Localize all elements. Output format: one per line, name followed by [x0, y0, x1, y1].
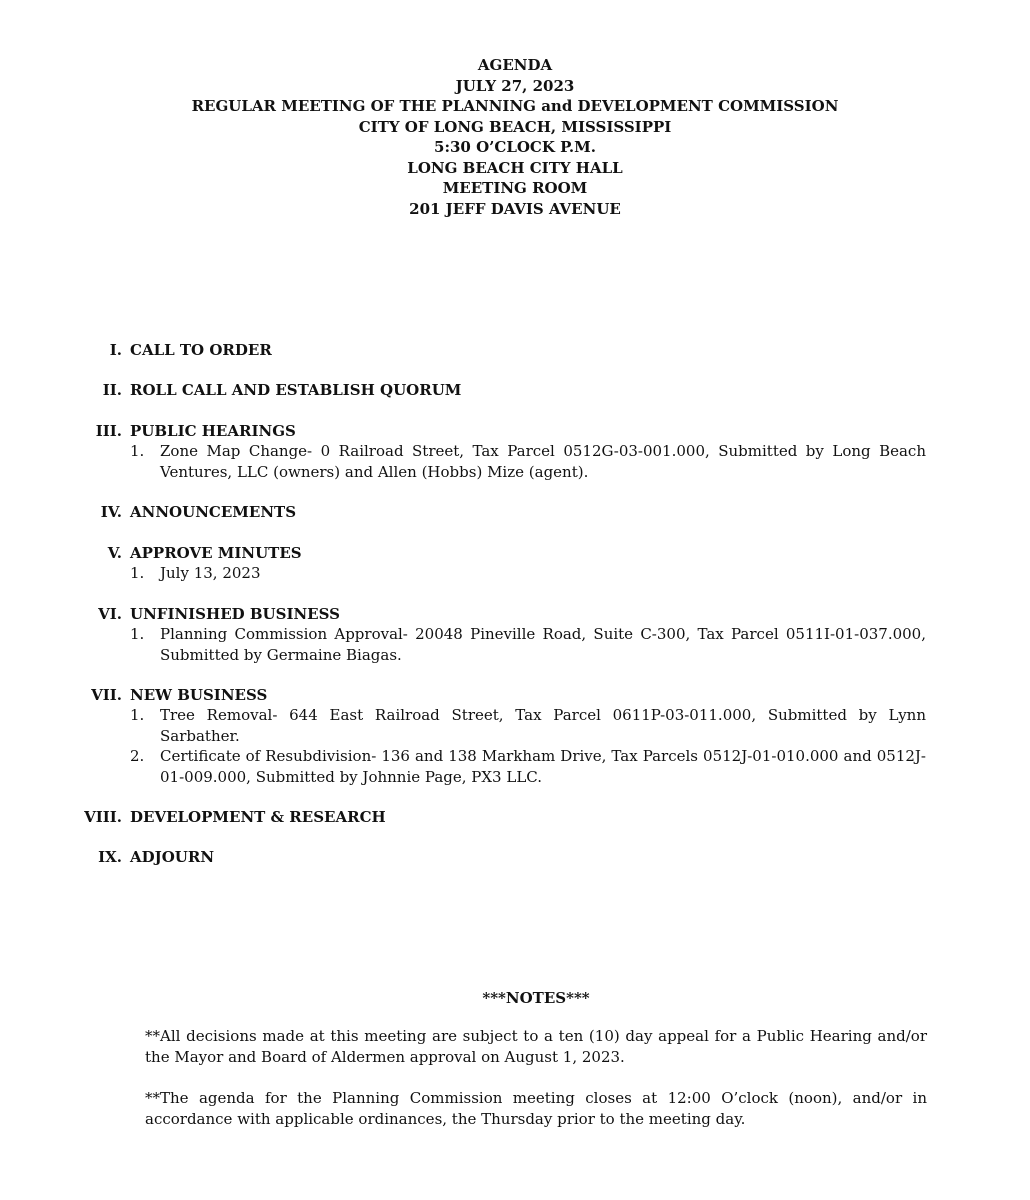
- header-line: MEETING ROOM: [442, 179, 588, 197]
- section-adjourn: [0, 847, 1030, 867]
- note-item: **The agenda for the Planning Commission meeting closes at 12:00 O’clock (noon), and/or in accordance with applicable ordinances, the Thursday prior to the meeting day.: [145, 1089, 927, 1128]
- header-line: 5:30 O’CLOCK P.M.: [434, 138, 596, 156]
- item-number: 1.: [130, 706, 145, 724]
- section-approve-minutes: [0, 543, 1030, 584]
- item-text: Planning Commission Approval- 20048 Pineville Road, Suite C-300, Tax Parcel 0511I-01-037.000, Submitted by Germaine Biagas.: [160, 625, 926, 664]
- section-title: UNFINISHED BUSINESS: [130, 605, 340, 623]
- section-title: ANNOUNCEMENTS: [130, 503, 297, 521]
- header-line: REGULAR MEETING OF THE PLANNING and DEVELOPMENT COMMISSION: [191, 97, 839, 115]
- section-items: [0, 441, 1030, 482]
- section-numeral: IX.: [98, 848, 122, 866]
- list-item: [0, 563, 1030, 584]
- header-line: 201 JEFF DAVIS AVENUE: [409, 199, 621, 218]
- item-number: 1.: [130, 564, 145, 582]
- section-announcements: [0, 502, 1030, 522]
- list-item: [0, 746, 1030, 787]
- agenda-header: [0, 55, 1030, 219]
- section-title: NEW BUSINESS: [130, 686, 268, 704]
- item-number: 2.: [130, 747, 145, 765]
- header-line: AGENDA: [477, 56, 553, 74]
- list-item: [0, 441, 1030, 482]
- section-items: [0, 563, 1030, 584]
- section-numeral: IV.: [100, 503, 122, 521]
- section-title: ADJOURN: [130, 848, 215, 866]
- header-line: JULY 27, 2023: [455, 76, 575, 95]
- section-numeral: VII.: [91, 686, 122, 704]
- notes-title: ***NOTES***: [482, 989, 590, 1007]
- item-text: Certificate of Resubdivision- 136 and 138 Markham Drive, Tax Parcels 0512J-01-010.000 and 0512J-01-009.000, Submitted by Johnnie Page, PX3 LLC.: [160, 747, 926, 786]
- section-title: APPROVE MINUTES: [130, 544, 302, 562]
- section-development-research: [0, 807, 1030, 827]
- section-numeral: VIII.: [84, 808, 122, 826]
- notes-block: [145, 987, 927, 1150]
- section-unfinished-business: [0, 604, 1030, 665]
- section-new-business: [0, 685, 1030, 787]
- section-title: DEVELOPMENT & RESEARCH: [130, 808, 386, 826]
- list-item: [0, 624, 1030, 665]
- header-line: LONG BEACH CITY HALL: [407, 158, 623, 177]
- item-number: 1.: [130, 625, 145, 643]
- section-numeral: II.: [102, 381, 122, 399]
- section-numeral: III.: [95, 422, 122, 440]
- section-title: PUBLIC HEARINGS: [130, 422, 296, 440]
- section-roll-call: [0, 380, 1030, 400]
- section-numeral: V.: [107, 544, 122, 562]
- section-items: [0, 624, 1030, 665]
- section-numeral: VI.: [98, 605, 122, 623]
- item-text: July 13, 2023: [160, 564, 261, 582]
- item-number: 1.: [130, 442, 145, 460]
- note-item: **All decisions made at this meeting are subject to a ten (10) day appeal for a Public Hearing and/or the Mayor and Board of Aldermen approval on August 1, 2023.: [145, 1027, 927, 1066]
- section-title: ROLL CALL AND ESTABLISH QUORUM: [130, 381, 462, 399]
- item-text: Tree Removal- 644 East Railroad Street, Tax Parcel 0611P-03-011.000, Submitted by Lynn Sarbather.: [160, 706, 926, 745]
- header-line: CITY OF LONG BEACH, MISSISSIPPI: [358, 117, 672, 136]
- section-numeral: I.: [109, 341, 122, 359]
- section-call-to-order: [0, 340, 1030, 360]
- list-item: [0, 705, 1030, 746]
- section-items: [0, 705, 1030, 787]
- section-public-hearings: [0, 421, 1030, 482]
- section-title: CALL TO ORDER: [130, 341, 272, 359]
- item-text: Zone Map Change- 0 Railroad Street, Tax Parcel 0512G-03-001.000, Submitted by Long Beach Ventures, LLC (owners) and Allen (Hobbs) Mize (agent).: [160, 442, 926, 481]
